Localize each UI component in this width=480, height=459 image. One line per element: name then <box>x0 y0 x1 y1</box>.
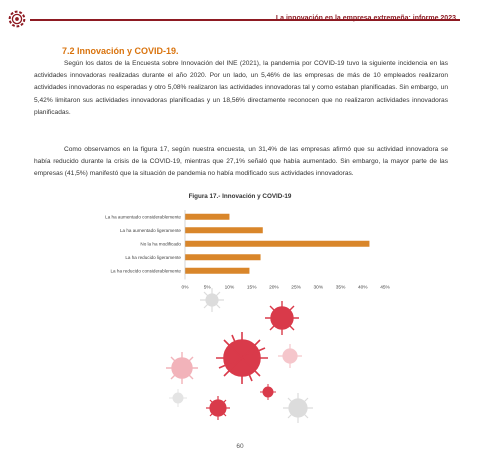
virus-red-icon <box>216 332 268 384</box>
virus-grey-icon <box>200 288 224 312</box>
category-label: La ha aumentado ligeramente <box>119 228 181 234</box>
bar <box>185 214 229 220</box>
x-tick-label: 0% <box>181 285 189 290</box>
category-label: La ha reducido considerablemente <box>110 268 181 274</box>
virus-pink-icon <box>166 352 198 384</box>
virus-pink-icon <box>278 344 302 368</box>
virus-red-icon <box>206 396 230 420</box>
x-tick-label: 45% <box>380 285 390 290</box>
x-tick-label: 10% <box>224 285 235 290</box>
paragraph-1 <box>34 58 448 119</box>
gear-icon <box>6 8 28 30</box>
virus-grey-icon <box>283 393 313 423</box>
bar-chart <box>0 200 480 290</box>
header-title: La innovación en la empresa extremeña: informe 2023 <box>275 15 456 22</box>
category-label: No la ha modificado <box>140 241 181 247</box>
virus-grey-icon <box>169 389 187 407</box>
category-label: La ha aumentado considerablemente <box>105 214 181 220</box>
x-tick-label: 35% <box>335 285 346 290</box>
paragraph-2 <box>34 144 448 181</box>
x-tick-label: 15% <box>246 285 257 290</box>
figure-title: Figura 17.- Innovación y COVID-19 <box>188 193 292 200</box>
virus-illustration-icon <box>160 280 330 430</box>
paragraph-2-text: Como observamos en la figura 17, según nuestra encuesta, un 31,4% de las empresas afirmó que su actividad innovadora se había reducido durante la crisis de la COVID-19, mientras que 27,1% señaló que había aumentado. Sin embargo, la mayor parte de las empresas (41,5%) manifestó que la situación de pandemia no había modificado sus actividades innovadoras. <box>34 146 448 178</box>
x-tick-label: 40% <box>357 285 368 290</box>
section-title: 7.2 Innovación y COVID-19. <box>62 46 179 56</box>
category-label: La ha reducido ligeramente <box>125 255 181 261</box>
bar <box>185 268 249 274</box>
paragraph-1-text: Según los datos de la Encuesta sobre Innovación del INE (2021), la pandemia por COVID-19 tuvo la siguiente incidencia en las actividades innovadoras realizadas durante el año 2020. Por un lado, un 5,46% de las empresas de más de 10 empleados realizaron actividades innovadoras no esperadas y otro 5,08% realizaron las actividades innovadoras tal y como estaban planificadas. Sin embargo, un 5,42% limitaron sus actividades innovadoras planificadas y un 18,56% directamente reconocen que no realizaron actividades innovadoras planificadas. <box>34 60 448 116</box>
x-tick-label: 20% <box>269 285 279 290</box>
bar <box>185 241 369 247</box>
x-tick-label: 5% <box>203 285 211 290</box>
x-tick-label: 30% <box>313 285 324 290</box>
page-number: 60 <box>236 443 244 450</box>
virus-red-icon <box>265 301 299 335</box>
bar <box>185 254 261 260</box>
x-tick-label: 25% <box>291 285 301 290</box>
virus-red-icon <box>260 384 276 400</box>
bar <box>185 227 263 233</box>
